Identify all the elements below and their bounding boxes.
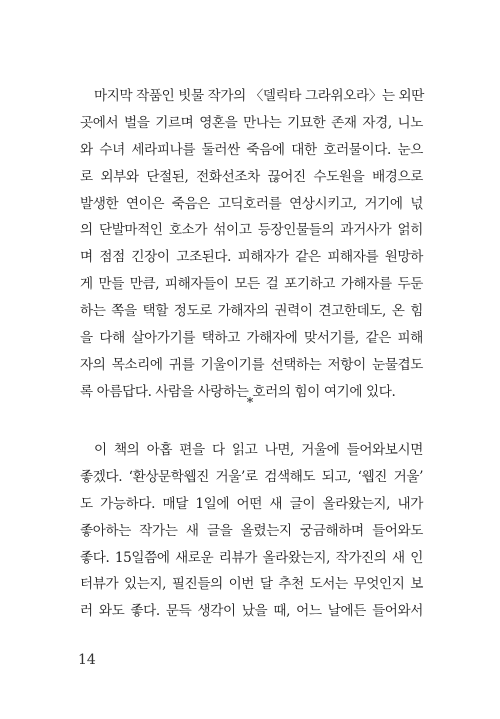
section-divider: * (246, 396, 254, 411)
text-line: 게 만들 만큼, 피해자들이 모든 걸 포기하고 가해자를 두둔 (80, 276, 423, 293)
text-line: 자의 목소리에 귀를 기울이기를 선택하는 저항이 눈물겹도 (80, 356, 423, 373)
text-line: 을 다해 살아가기를 택하고 가해자에 맞서기를, 같은 피해 (80, 330, 423, 347)
text-line: 며 점점 긴장이 고조된다. 피해자가 같은 피해자를 원망하 (80, 249, 423, 266)
text-line: 좋아하는 작가는 새 글을 올렸는지 궁금해하며 들어와도 (80, 522, 423, 539)
text-line: 좋겠다. ‘환상문학웹진 거울’로 검색해도 되고, ‘웹진 거울’ (80, 468, 423, 485)
text-line: 러 와도 좋다. 문득 생각이 났을 때, 어느 날에든 들어와서 (80, 603, 423, 620)
text-line: 로 외부와 단절된, 전화선조차 끊어진 수도원을 배경으로 (80, 168, 423, 185)
text-line: 하는 쪽을 택할 정도로 가해자의 권력이 견고한데도, 온 힘 (80, 303, 423, 320)
text-line: 마지막 작품인 빗물 작가의 〈델릭타 그라위오라〉는 외딴 (94, 88, 425, 104)
text-line: 발생한 연이은 죽음은 고딕호러를 연상시키고, 거기에 넋 (80, 195, 423, 212)
paragraph-webzine (80, 437, 423, 625)
text-line: 곳에서 벌을 기르며 영혼을 만나는 기묘한 존재 자경, 니노 (80, 114, 423, 131)
text-line: 록 아름답다. 사람을 사랑하는 호러의 힘이 여기에 있다. (80, 383, 396, 400)
text-line: 와 수녀 세라피나를 둘러싼 죽음에 대한 호러물이다. 눈으 (80, 141, 423, 158)
text-line: 도 가능하다. 매달 1일에 어떤 새 글이 올라왔는지, 내가 (80, 495, 423, 512)
text-line: 좋다. 15일쯤에 새로운 리뷰가 올라왔는지, 작가진의 새 인 (80, 549, 423, 566)
text-line: 의 단발마적인 호소가 섞이고 등장인물들의 과거사가 얽히 (80, 222, 423, 239)
text-line: 터뷰가 있는지, 필진들의 이번 달 추천 도서는 무엇인지 보 (80, 576, 423, 593)
paragraph-review (80, 83, 423, 406)
text-line: 이 책의 아홉 편을 다 읽고 나면, 거울에 들어와보시면 (94, 442, 423, 458)
page-number: 14 (78, 652, 96, 668)
